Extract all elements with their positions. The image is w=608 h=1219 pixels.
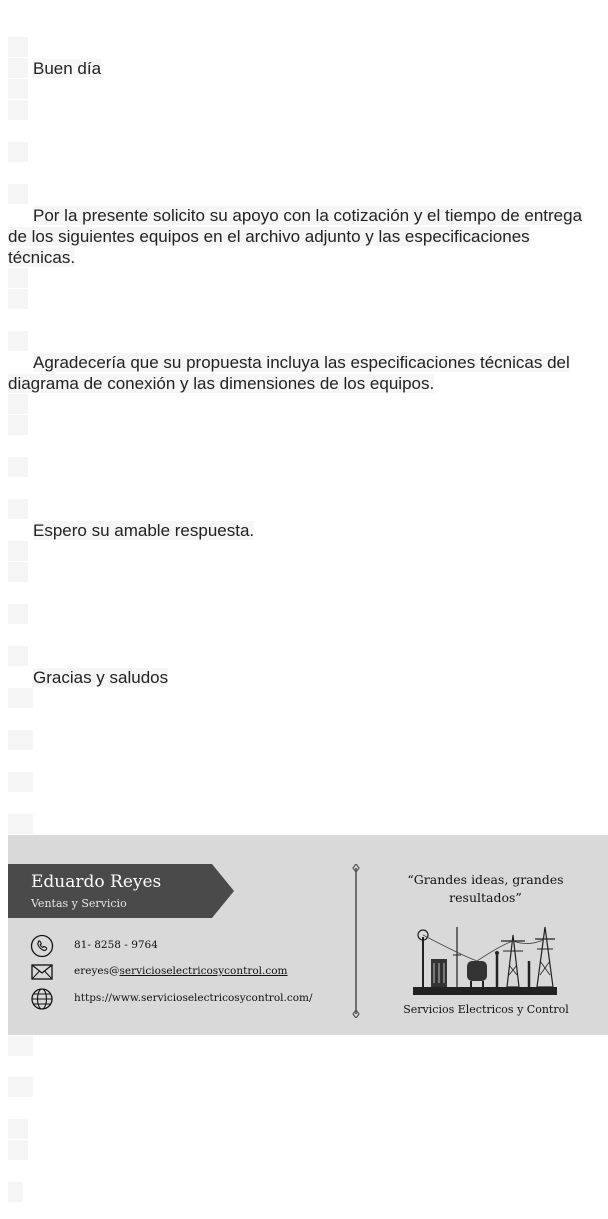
blank-line bbox=[8, 688, 33, 708]
blank-line bbox=[8, 604, 28, 624]
email-row bbox=[30, 960, 350, 984]
signature-divider bbox=[351, 864, 361, 1018]
paragraph-proposal bbox=[8, 352, 598, 394]
signature-role: Ventas y Servicio bbox=[31, 897, 127, 910]
blank-line bbox=[8, 184, 28, 204]
mail-icon bbox=[30, 960, 54, 984]
slogan-line-1: “Grandes ideas, grandes bbox=[407, 872, 564, 887]
blank-line bbox=[8, 1119, 28, 1139]
blank-line bbox=[8, 457, 28, 477]
paragraph-request-text: Por la presente solicito su apoyo con la cotización y el tiempo de entrega de los siguientes equipos en el archivo adjunto y las especificaciones técnicas. bbox=[8, 206, 583, 267]
blank-line bbox=[8, 646, 28, 666]
blank-line bbox=[8, 331, 28, 351]
globe-icon bbox=[30, 987, 54, 1011]
blank-line bbox=[8, 100, 28, 120]
paragraph-proposal-text: Agradecería que su propuesta incluya las especificaciones técnicas del diagrama de conexión y las dimensiones de los equipos. bbox=[8, 353, 570, 393]
email-user: ereyes@ bbox=[74, 965, 120, 977]
greeting-text: Buen día bbox=[33, 59, 102, 78]
blank-line bbox=[8, 37, 28, 57]
paragraph-response-text: Espero su amable respuesta. bbox=[33, 521, 255, 540]
paragraph-response bbox=[8, 520, 598, 541]
website-row bbox=[30, 987, 350, 1011]
signature-email-link[interactable] bbox=[74, 965, 288, 977]
blank-line bbox=[8, 730, 33, 750]
blank-line bbox=[8, 814, 33, 834]
greeting bbox=[8, 58, 598, 79]
blank-line bbox=[8, 562, 28, 582]
email-domain: servicioselectricosycontrol.com bbox=[119, 965, 288, 977]
blank-line bbox=[8, 79, 28, 99]
closing bbox=[8, 667, 598, 688]
blank-line bbox=[8, 415, 28, 435]
blank-line bbox=[8, 1140, 28, 1160]
blank-line bbox=[8, 394, 28, 414]
blank-line bbox=[8, 1182, 23, 1202]
blank-line bbox=[8, 499, 28, 519]
blank-line bbox=[8, 268, 28, 288]
phone-row bbox=[30, 934, 350, 958]
electrical-substation-icon bbox=[411, 925, 561, 997]
paragraph-request bbox=[8, 205, 598, 268]
signature-name: Eduardo Reyes bbox=[31, 872, 162, 892]
blank-line bbox=[8, 1036, 33, 1056]
signature-company: Servicios Electricos y Control bbox=[403, 1003, 569, 1016]
closing-text: Gracias y saludos bbox=[33, 668, 169, 687]
blank-line bbox=[8, 772, 33, 792]
signature-slogan bbox=[388, 871, 583, 907]
slogan-line-2: resultados” bbox=[449, 890, 522, 905]
phone-icon bbox=[30, 934, 54, 958]
signature-phone: 81- 8258 - 9764 bbox=[74, 939, 158, 951]
blank-line bbox=[8, 541, 28, 561]
blank-line bbox=[8, 289, 28, 309]
blank-line bbox=[8, 1077, 33, 1097]
email-signature bbox=[8, 835, 608, 1035]
blank-line bbox=[8, 142, 28, 162]
signature-website-link[interactable]: https://www.servicioselectricosycontrol.com/ bbox=[74, 992, 313, 1004]
